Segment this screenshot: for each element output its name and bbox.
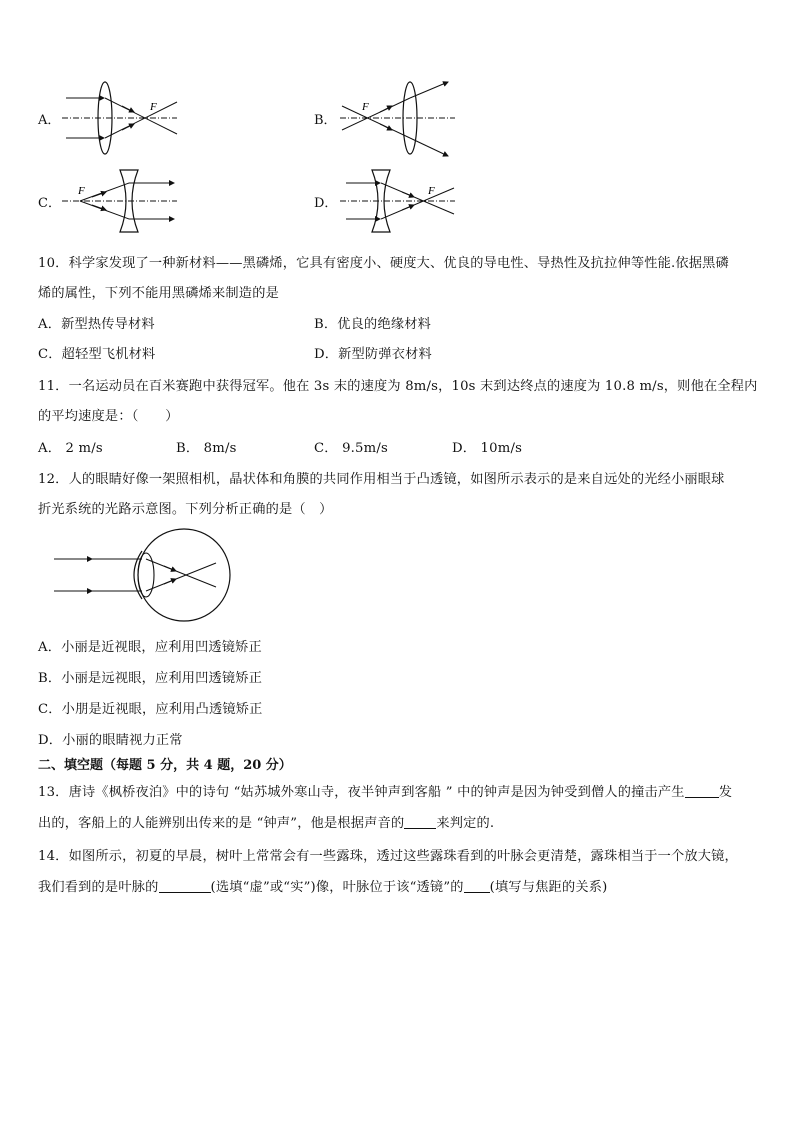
q14-blank-2[interactable] bbox=[464, 880, 490, 893]
q13-blank-1[interactable] bbox=[685, 785, 719, 798]
q10-option-d[interactable]: D．新型防弹衣材料 bbox=[314, 347, 432, 362]
q13-line2 bbox=[38, 812, 494, 831]
q11-option-c[interactable]: C． 9.5m/s bbox=[314, 441, 388, 456]
q11-option-a[interactable]: A． 2 m/s bbox=[38, 441, 103, 456]
q12-option-d[interactable]: D．小丽的眼睛视力正常 bbox=[38, 733, 183, 748]
q12-option-c[interactable]: C．小朋是近视眼，应利用凸透镜矫正 bbox=[38, 702, 263, 717]
q10-stem-line1: 10．科学家发现了一种新材料——黑磷烯，它具有密度小、硬度大、优良的导电性、导热性及抗拉伸等性能.依据黑磷 bbox=[38, 256, 729, 271]
q9-option-a-label: A． bbox=[38, 113, 61, 128]
q13-line1-end: 发 bbox=[718, 785, 733, 800]
section-2-heading: 二、填空题（每题 5 分，共 4 题，20 分） bbox=[38, 758, 292, 773]
q9-c-focus: F bbox=[78, 185, 85, 197]
q11-stem-line1: 11．一名运动员在百米赛跑中获得冠军。他在 3s 末的速度为 8m/s，10s 末到达终点的速度为 10.8 m/s，则他在全程内 bbox=[38, 379, 758, 394]
q10-option-a[interactable]: A．新型热传导材料 bbox=[38, 317, 155, 332]
q13-line2-text: 出的，客船上的人能辨别出传来的是 “钟声”，他是根据声音的 bbox=[38, 816, 405, 831]
q14-line2 bbox=[38, 876, 607, 895]
q9-option-b-label: B． bbox=[314, 113, 337, 128]
q13-line1 bbox=[38, 781, 732, 800]
q10-option-c[interactable]: C．超轻型飞机材料 bbox=[38, 347, 156, 362]
q9-option-a-diagram bbox=[62, 80, 182, 160]
q9-b-focus: F bbox=[362, 101, 369, 113]
q12-stem-line1: 12．人的眼睛好像一架照相机，晶状体和角膜的共同作用相当于凸透镜，如图所示表示的是来自远处的光经小丽眼球 bbox=[38, 472, 725, 487]
q9-option-c-diagram bbox=[62, 166, 182, 236]
q10-option-b[interactable]: B．优良的绝缘材料 bbox=[314, 317, 431, 332]
q11-stem-line2: 的平均速度是：（ ） bbox=[38, 409, 179, 424]
q14-line2-mid: (选填“虚”或“实”)像，叶脉位于该“透镜”的 bbox=[210, 880, 464, 895]
q14-line2-text: 我们看到的是叶脉的 bbox=[38, 880, 159, 895]
q9-option-c-label: C． bbox=[38, 196, 61, 211]
q12-option-a[interactable]: A．小丽是近视眼，应利用凹透镜矫正 bbox=[38, 640, 262, 655]
q14-line2-end: (填写与焦距的关系) bbox=[489, 880, 608, 895]
q13-line1-text: 13．唐诗《枫桥夜泊》中的诗句 “姑苏城外寒山寺，夜半钟声到客船 ” 中的钟声是因为钟受到僧人的撞击产生 bbox=[38, 785, 685, 800]
q9-d-focus: F bbox=[428, 185, 435, 197]
q14-blank-1[interactable] bbox=[159, 880, 211, 893]
q12-stem-line2: 折光系统的光路示意图。下列分析正确的是（ ） bbox=[38, 502, 333, 517]
q13-blank-2[interactable] bbox=[404, 816, 436, 829]
q9-option-d-diagram bbox=[340, 166, 460, 236]
q13-line2-end: 来判定的. bbox=[436, 816, 495, 831]
q12-eye-diagram bbox=[54, 527, 224, 625]
q12-option-b[interactable]: B．小丽是远视眼，应利用凹透镜矫正 bbox=[38, 671, 263, 686]
q11-option-b[interactable]: B． 8m/s bbox=[176, 441, 237, 456]
q11-option-d[interactable]: D． 10m/s bbox=[452, 441, 523, 456]
q9-option-d-label: D． bbox=[314, 196, 338, 211]
q10-stem-line2: 烯的属性，下列不能用黑磷烯来制造的是 bbox=[38, 286, 279, 301]
q9-option-b-diagram bbox=[340, 80, 460, 160]
q14-line1: 14．如图所示，初夏的早晨，树叶上常常会有一些露珠，透过这些露珠看到的叶脉会更清楚，露珠相当于一个放大镜， bbox=[38, 849, 738, 864]
q9-a-focus: F bbox=[150, 101, 157, 113]
